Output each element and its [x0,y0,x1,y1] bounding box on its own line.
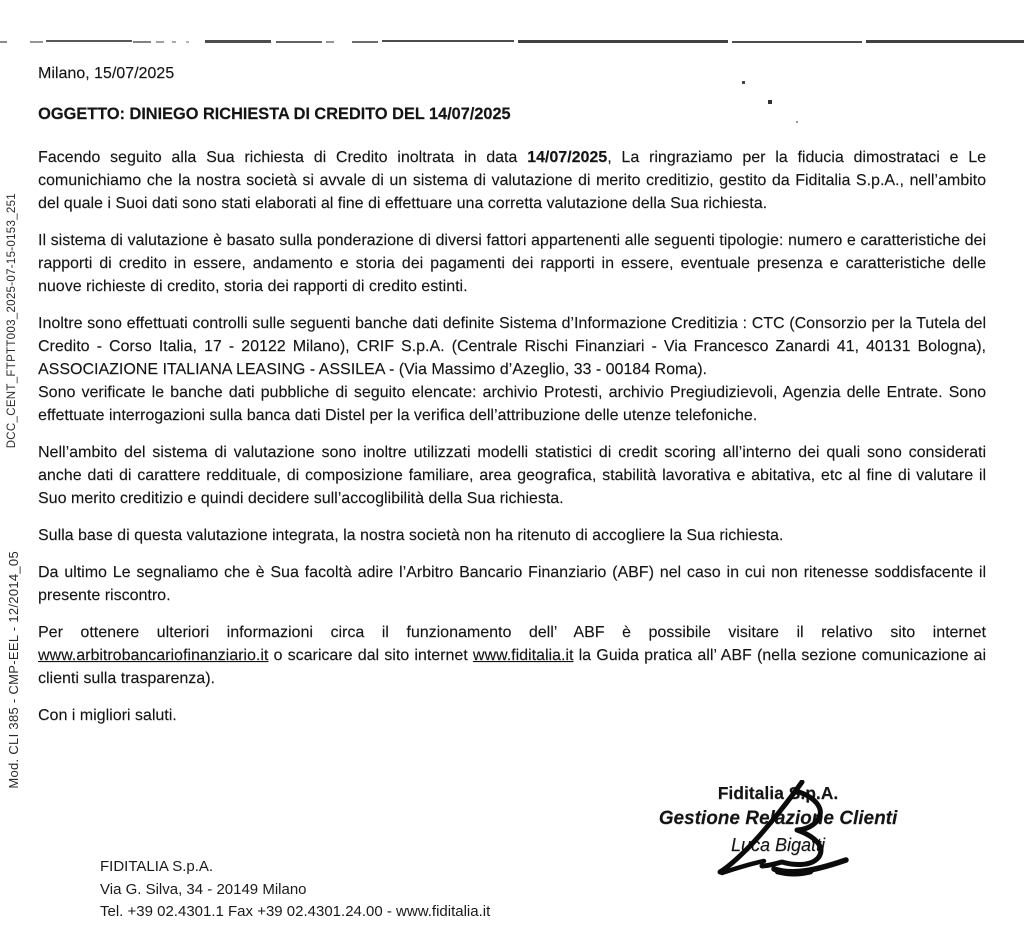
scan-dash [156,41,164,43]
scan-dash [518,40,728,43]
scan-artifact-line [0,40,1024,44]
paragraph [38,146,986,215]
scan-dash [732,41,862,43]
footer-company: FIDITALIA S.p.A. [100,858,214,875]
footer-block [100,856,490,924]
signature-department: Gestione Relazione Clienti [658,808,898,829]
scan-dash [276,41,322,43]
paragraph [38,229,986,298]
scan-dash [382,40,514,42]
scan-dash [172,41,176,43]
scan-dash [326,41,334,43]
url-text: www.arbitrobancariofinanziario.it [38,647,269,664]
paragraph [38,621,986,690]
scan-dash [46,40,132,42]
footer-contacts: Tel. +39 02.4301.1 Fax +39 02.4301.24.00 - www.fiditalia.it [100,903,491,920]
signature-block [628,782,928,858]
text-run: Da ultimo Le segnaliamo che è Sua facoltà adire l’Arbitro Bancario Finanziario (ABF) nel caso in cui non ritenesse soddisfacente il presente riscontro. [38,564,986,604]
scan-dash [133,41,151,43]
paragraph [38,704,986,727]
subject-line: OGGETTO: DINIEGO RICHIESTA DI CREDITO DEL 14/07/2025 [38,105,511,123]
letter-body [38,146,986,727]
text-run: la Guida pratica all’ ABF (nella sezione comunicazione ai clienti sulla trasparenza). [38,647,986,687]
margin-code-bottom: Mod. CLI 385 - CMP-EEL - 12/2014_05 [6,551,21,789]
scan-dash [0,41,7,43]
footer-address: Via G. Silva, 34 - 20149 Milano [100,880,307,898]
scan-dash [866,40,1024,43]
url-text: www.fiditalia.it [472,647,574,664]
signature-company: Fiditalia S.p.A. [717,783,839,803]
text-run: o scaricare dal sito internet [268,647,473,664]
scan-dash [352,41,378,43]
text-run: , La ringraziamo per la fiducia dimostrataci e Le comunichiamo che la nostra società si avvale di un sistema di valutazione di merito creditizio, gestito da Fiditalia S.p.A., nell’ambito del quale i Suoi dati sono stati elaborati al fine di effettuare una corretta valutazione della Sua richiesta. [38,149,987,212]
place-date-line: Milano, 15/07/2025 [38,65,175,82]
text-run: Con i migliori saluti. [38,707,177,724]
text-run: Per ottenere ulteriori informazioni circa il funzionamento dell’ ABF è possibile visitare il relativo sito internet [38,624,986,641]
paragraph [38,524,986,547]
signature-signer-name: Luca Bigatti [730,835,826,855]
letter-content [38,62,986,741]
text-run: Facendo seguito alla Sua richiesta di Credito inoltrata in data [38,149,528,166]
scan-dash [186,41,189,43]
paragraph [38,312,986,381]
scan-dash [30,41,43,43]
text-run: Nell’ambito del sistema di valutazione sono inoltre utilizzati modelli statistici di credit scoring all’interno dei quali sono considerati anche dati di carattere reddituale, di composizione familiare, area geografica, stabilità lavorativa e abitativa, etc al fine di valutare il Suo merito creditizio e quindi decidere sull’accoglibilità della Sua richiesta. [38,444,986,507]
scan-dash [205,40,271,43]
text-run: Inoltre sono effettuati controlli sulle seguenti banche dati definite Sistema d’Informazione Creditizia : CTC (Consorzio per la Tutela del Credito - Corso Italia, 17 - 20122 Milano), CRIF S.p.A. (Centrale Rischi Finanziari - Via Francesco Zanardi 41, 40131 Bologna), ASSOCIAZIONE ITALIANA LEASING - ASSILEA - (Via Massimo d’Azeglio, 33 - 00184 Roma). [38,315,986,378]
text-run: Sono verificate le banche dati pubbliche di seguito elencate: archivio Protesti, archivio Pregiudizievoli, Agenzia delle Entrate. Sono effettuate interrogazioni sulla banca dati Distel per la verifica dell’attribuzione delle utenze telefoniche. [38,384,986,424]
paragraph [38,561,986,607]
paragraph [38,441,986,510]
bold-text: 14/07/2025 [527,149,608,166]
paragraph [38,381,986,427]
text-run: Il sistema di valutazione è basato sulla ponderazione di diversi fattori appartenenti alle seguenti tipologie: numero e caratteristiche dei rapporti di credito in essere, andamento e storia dei pagamenti dei rapporti in essere, eventuale presenza e caratteristiche delle nuove richieste di credito, storia dei rapporti di credito estinti. [38,232,986,295]
margin-code-top: DCC_CENT_FTPTT003_2025-07-15-0153_251 [6,193,18,449]
text-run: Sulla base di questa valutazione integrata, la nostra società non ha ritenuto di accogliere la Sua richiesta. [38,527,784,544]
